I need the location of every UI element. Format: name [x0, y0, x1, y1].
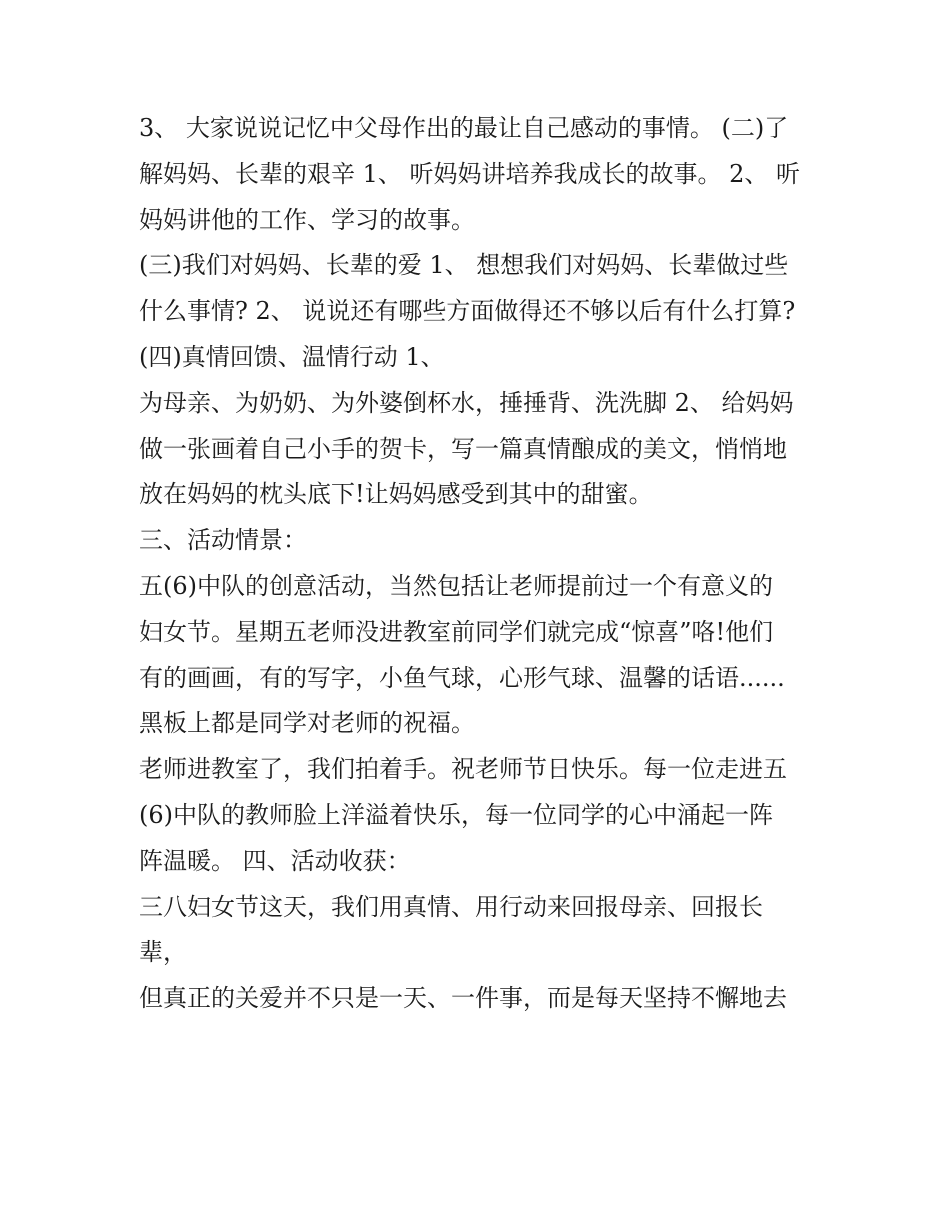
text-line: 什么事情? 2、 说说还有哪些方面做得还不够以后有什么打算? — [139, 297, 796, 326]
document-text-body — [139, 106, 819, 1022]
section-heading: 三、活动情景： — [139, 526, 307, 555]
text-line: 有的画画，有的写字，小鱼气球，心形气球、温馨的话语...... — [139, 663, 785, 692]
text-line: 妈妈讲他的工作、学习的故事。 — [139, 205, 475, 234]
text-line: 为母亲、为奶奶、为外婆倒杯水，捶捶背、洗洗脚 2、 给妈妈 — [139, 388, 794, 417]
text-line: 三八妇女节这天，我们用真情、用行动来回报母亲、回报长 — [139, 892, 763, 921]
text-line: 老师进教室了，我们拍着手。祝老师节日快乐。每一位走进五 — [139, 755, 787, 784]
text-line: 做一张画着自己小手的贺卡，写一篇真情酿成的美文，悄悄地 — [139, 434, 787, 463]
text-line: 妇女节。星期五老师没进教室前同学们就完成“惊喜”咯!他们 — [139, 617, 774, 646]
text-line: 五(6)中队的创意活动，当然包括让老师提前过一个有意义的 — [139, 571, 773, 600]
text-line: 解妈妈、长辈的艰辛 1、 听妈妈讲培养我成长的故事。 2、 听 — [139, 159, 801, 188]
text-line: (四)真情回馈、温情行动 1、 — [139, 342, 445, 371]
text-line: 辈， — [139, 938, 187, 967]
text-line: 阵温暖。 四、活动收获： — [139, 846, 411, 875]
text-line: 黑板上都是同学对老师的祝福。 — [139, 709, 475, 738]
text-line: 但真正的关爱并不只是一天、一件事，而是每天坚持不懈地去 — [139, 984, 787, 1013]
text-line: 放在妈妈的枕头底下!让妈妈感受到其中的甜蜜。 — [139, 480, 653, 509]
text-line: (6)中队的教师脸上洋溢着快乐，每一位同学的心中涌起一阵 — [139, 800, 773, 829]
text-line: (三)我们对妈妈、长辈的爱 1、 想想我们对妈妈、长辈做过些 — [139, 251, 789, 280]
text-line: 3、 大家说说记忆中父母作出的最让自己感动的事情。 (二)了 — [139, 114, 789, 142]
